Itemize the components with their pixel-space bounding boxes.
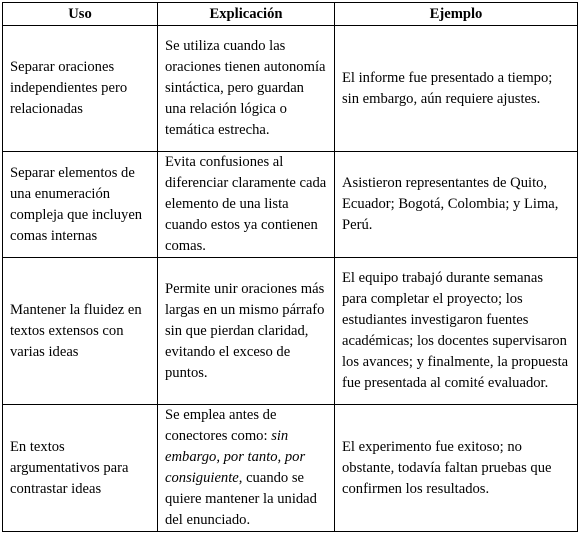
table-row (3, 405, 578, 532)
explicacion-text: Evita confusiones al diferenciar claramente cada elemento de una lista cuando estos ya contienen comas. (165, 154, 327, 254)
uso-text: En textos argumentativos para contrastar ideas (10, 438, 129, 497)
table-row (3, 26, 578, 152)
cell-explicacion (158, 152, 335, 258)
explicacion-text: Permite unir oraciones más largas en un mismo párrafo sin que pierdan claridad, evitando el exceso de puntos. (165, 280, 325, 381)
cell-ejemplo (335, 258, 578, 405)
explicacion-text (165, 405, 328, 531)
uso-text: Mantener la fluidez en textos extensos con varias ideas (10, 301, 142, 360)
cell-explicacion (158, 258, 335, 405)
explicacion-text: Se utiliza cuando las oraciones tienen autonomía sintáctica, pero guardan una relación lógica o temática estrecha. (165, 38, 326, 138)
cell-explicacion (158, 26, 335, 152)
cell-uso (3, 258, 158, 405)
header-ejemplo: Ejemplo (335, 3, 578, 26)
uso-text: Separar elementos de una enumeración compleja que incluyen comas internas (10, 164, 143, 244)
ejemplo-text: El equipo trabajó durante semanas para completar el proyecto; los estudiantes investigaron fuentes académicas; los docentes supervisaron los avances; y finalmente, la propuesta fue presentada al comité evaluador. (342, 270, 569, 391)
header-uso: Uso (3, 3, 158, 26)
ejemplo-text: Asistieron representantes de Quito, Ecuador; Bogotá, Colombia; y Lima, Perú. (342, 175, 559, 233)
uso-text: Separar oraciones independientes pero relacionadas (10, 59, 128, 117)
explicacion-after: cuando se quiere mantener la unidad del enunciado. (165, 470, 317, 528)
explicacion-before: Se emplea antes de conectores como: (165, 407, 277, 444)
ejemplo-text: El experimento fue exitoso; no obstante, todavía faltan pruebas que confirmen los resultados. (342, 438, 552, 497)
cell-ejemplo (335, 152, 578, 258)
semicolon-usage-table (2, 2, 578, 532)
cell-uso (3, 26, 158, 152)
cell-uso (3, 152, 158, 258)
header-row (3, 3, 578, 26)
cell-ejemplo (335, 26, 578, 152)
cell-explicacion (158, 405, 335, 532)
ejemplo-text: El informe fue presentado a tiempo; sin embargo, aún requiere ajustes. (342, 69, 553, 107)
table-row (3, 152, 578, 258)
header-explicacion: Explicación (158, 3, 335, 26)
connectors-italic: sin embargo, por tanto, por consiguiente, (165, 428, 306, 486)
table-row (3, 258, 578, 405)
cell-ejemplo (335, 405, 578, 532)
cell-uso (3, 405, 158, 532)
